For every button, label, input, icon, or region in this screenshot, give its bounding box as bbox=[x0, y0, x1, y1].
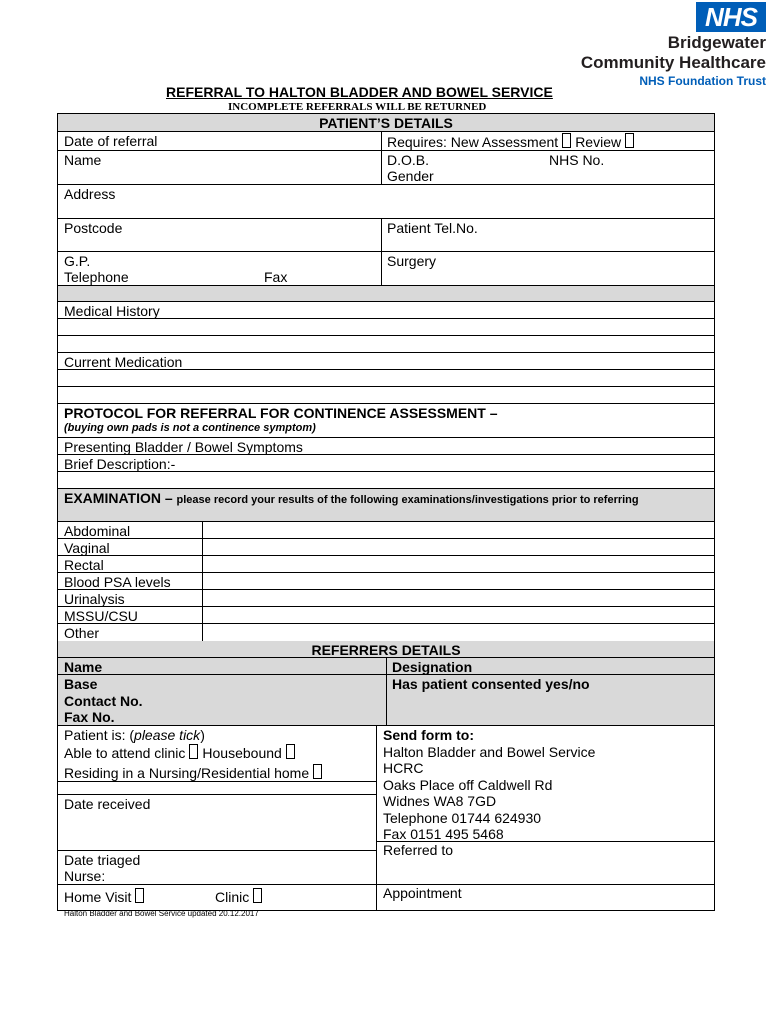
medical-history-line[interactable] bbox=[58, 336, 714, 353]
brief-description-row[interactable] bbox=[58, 455, 714, 472]
gp-fax-label: Fax bbox=[264, 269, 288, 285]
gender-label: Gender bbox=[387, 168, 434, 184]
send-address-line: Fax 0151 495 5468 bbox=[383, 826, 504, 842]
org-name-line1: Bridgewater bbox=[667, 33, 766, 52]
medical-history-line[interactable] bbox=[58, 319, 714, 336]
date-of-referral-row[interactable] bbox=[58, 132, 714, 151]
send-address-line: Halton Bladder and Bowel Service bbox=[383, 743, 596, 760]
examination-row[interactable] bbox=[58, 556, 714, 573]
gp-telephone-label: Telephone bbox=[64, 269, 129, 285]
examination-items bbox=[58, 522, 714, 641]
protocol-heading-cell bbox=[58, 404, 714, 437]
form-subtitle: INCOMPLETE REFERRALS WILL BE RETURNED bbox=[228, 101, 487, 113]
date-received-label: Date received bbox=[64, 796, 151, 812]
referred-to-label: Referred to bbox=[383, 842, 454, 858]
appointment-label: Appointment bbox=[383, 885, 462, 901]
medical-history-label: Medical History bbox=[64, 303, 160, 319]
send-form-cell bbox=[376, 726, 714, 842]
examination-row[interactable] bbox=[58, 573, 714, 590]
patient-tel-label: Patient Tel.No. bbox=[387, 220, 478, 236]
base-label: Base bbox=[64, 676, 98, 692]
referrer-base-row[interactable] bbox=[58, 675, 714, 726]
examination-row[interactable] bbox=[58, 539, 714, 556]
name-row[interactable] bbox=[58, 151, 714, 185]
visit-type-cell bbox=[58, 885, 376, 910]
presenting-symptoms-label: Presenting Bladder / Bowel Symptoms bbox=[64, 439, 303, 455]
housebound-label: Housebound bbox=[202, 745, 282, 761]
examination-row[interactable] bbox=[58, 590, 714, 607]
examination-heading-row bbox=[58, 489, 714, 522]
name-label: Name bbox=[64, 152, 102, 168]
examination-label: Urinalysis bbox=[64, 591, 125, 607]
nurse-label: Nurse: bbox=[64, 868, 106, 884]
nursing-home-label: Residing in a Nursing/Residential home bbox=[64, 765, 310, 781]
gp-row[interactable] bbox=[58, 252, 714, 286]
date-triaged-cell[interactable] bbox=[58, 851, 376, 885]
date-of-referral-label: Date of referral bbox=[64, 133, 158, 149]
org-name-line2: Community Healthcare bbox=[580, 53, 766, 72]
footer-note: Halton Bladder and Bowel Service updated 20.12.2017 bbox=[64, 909, 259, 918]
protocol-note: (buying own pads is not a continence symptom) bbox=[64, 422, 316, 434]
postcode-label: Postcode bbox=[64, 220, 123, 236]
spacer-row bbox=[58, 286, 714, 302]
patient-is-label: Patient is: ( bbox=[64, 727, 135, 743]
send-address-line: Telephone 01744 624930 bbox=[383, 809, 542, 826]
review-checkbox[interactable] bbox=[625, 133, 634, 148]
current-medication-line[interactable] bbox=[58, 370, 714, 387]
patient-status-cell bbox=[58, 726, 376, 782]
nursing-home-checkbox[interactable] bbox=[313, 764, 322, 779]
examination-heading: EXAMINATION – bbox=[64, 490, 173, 506]
brief-description-label: Brief Description:- bbox=[64, 456, 176, 472]
examination-heading-cell bbox=[58, 489, 714, 521]
examination-label: Abdominal bbox=[64, 523, 131, 539]
status-spacer bbox=[58, 782, 376, 795]
form-title: REFERRAL TO HALTON BLADDER AND BOWEL SERVICE bbox=[166, 84, 553, 100]
medical-history-row[interactable] bbox=[58, 302, 714, 319]
examination-label: Vaginal bbox=[64, 540, 110, 556]
send-form-heading: Send form to: bbox=[383, 727, 474, 743]
bottom-section bbox=[58, 726, 714, 910]
consent-label: Has patient consented yes/no bbox=[392, 676, 590, 692]
dob-label: D.O.B. bbox=[387, 152, 430, 168]
send-address-line: Widnes WA8 7GD bbox=[383, 793, 497, 809]
home-visit-checkbox[interactable] bbox=[135, 888, 144, 903]
gp-field bbox=[58, 252, 381, 285]
appointment-cell[interactable] bbox=[376, 885, 714, 910]
date-received-cell[interactable] bbox=[58, 795, 376, 851]
home-visit-label: Home Visit bbox=[64, 889, 132, 905]
review-label: Review bbox=[575, 134, 622, 150]
patient-details-heading-row bbox=[58, 114, 714, 132]
examination-row[interactable] bbox=[58, 522, 714, 539]
send-address-line: Oaks Place off Caldwell Rd bbox=[383, 776, 553, 793]
clinic-checkbox[interactable] bbox=[253, 888, 262, 903]
brief-description-line[interactable] bbox=[58, 472, 714, 489]
new-assessment-checkbox[interactable] bbox=[562, 133, 571, 148]
requires-field bbox=[381, 132, 714, 150]
gp-label: G.P. bbox=[64, 253, 91, 269]
nhs-logo: NHS bbox=[696, 2, 766, 32]
referrers-heading: REFERRERS DETAILS bbox=[311, 642, 461, 658]
dob-field bbox=[381, 151, 714, 184]
examination-label: Blood PSA levels bbox=[64, 574, 171, 590]
please-tick-label: please tick bbox=[134, 727, 201, 743]
examination-label: Rectal bbox=[64, 557, 104, 573]
surgery-label: Surgery bbox=[387, 253, 437, 269]
referrer-name-label: Name bbox=[64, 659, 103, 675]
send-address-line: HCRC bbox=[383, 760, 424, 776]
close-paren: ) bbox=[200, 727, 205, 743]
referrer-base-cell bbox=[58, 675, 386, 725]
designation-label: Designation bbox=[392, 659, 473, 675]
send-address bbox=[383, 744, 707, 843]
nhs-no-label: NHS No. bbox=[549, 152, 605, 168]
referred-to-cell[interactable] bbox=[376, 842, 714, 885]
examination-note: please record your results of the following examinations/investigations prior to referring bbox=[176, 494, 639, 506]
examination-label: MSSU/CSU bbox=[64, 608, 138, 624]
protocol-heading: PROTOCOL FOR REFERRAL FOR CONTINENCE ASSESSMENT – bbox=[64, 405, 498, 421]
referrer-name-row[interactable] bbox=[58, 658, 714, 675]
examination-label: Other bbox=[64, 625, 100, 641]
housebound-checkbox[interactable] bbox=[286, 744, 295, 759]
patient-details-heading: PATIENT’S DETAILS bbox=[319, 115, 453, 131]
clinic-label: Clinic bbox=[215, 889, 250, 905]
fax-no-label: Fax No. bbox=[64, 709, 115, 725]
current-medication-label: Current Medication bbox=[64, 354, 183, 370]
address-label: Address bbox=[64, 186, 116, 202]
examination-row[interactable] bbox=[58, 624, 714, 641]
postcode-row[interactable] bbox=[58, 219, 714, 252]
able-to-attend-clinic-checkbox[interactable] bbox=[189, 744, 198, 759]
protocol-heading-row bbox=[58, 404, 714, 438]
presenting-symptoms-row[interactable] bbox=[58, 438, 714, 455]
current-medication-line[interactable] bbox=[58, 387, 714, 404]
referral-form bbox=[57, 113, 715, 911]
examination-row[interactable] bbox=[58, 607, 714, 624]
contact-no-label: Contact No. bbox=[64, 692, 143, 709]
able-to-attend-clinic-label: Able to attend clinic bbox=[64, 745, 186, 761]
address-row[interactable] bbox=[58, 185, 714, 219]
referrers-heading-row bbox=[58, 641, 714, 658]
org-name-line3: NHS Foundation Trust bbox=[639, 74, 766, 88]
requires-label: Requires: New Assessment bbox=[387, 134, 559, 150]
date-triaged-label: Date triaged bbox=[64, 852, 141, 868]
current-medication-row[interactable] bbox=[58, 353, 714, 370]
